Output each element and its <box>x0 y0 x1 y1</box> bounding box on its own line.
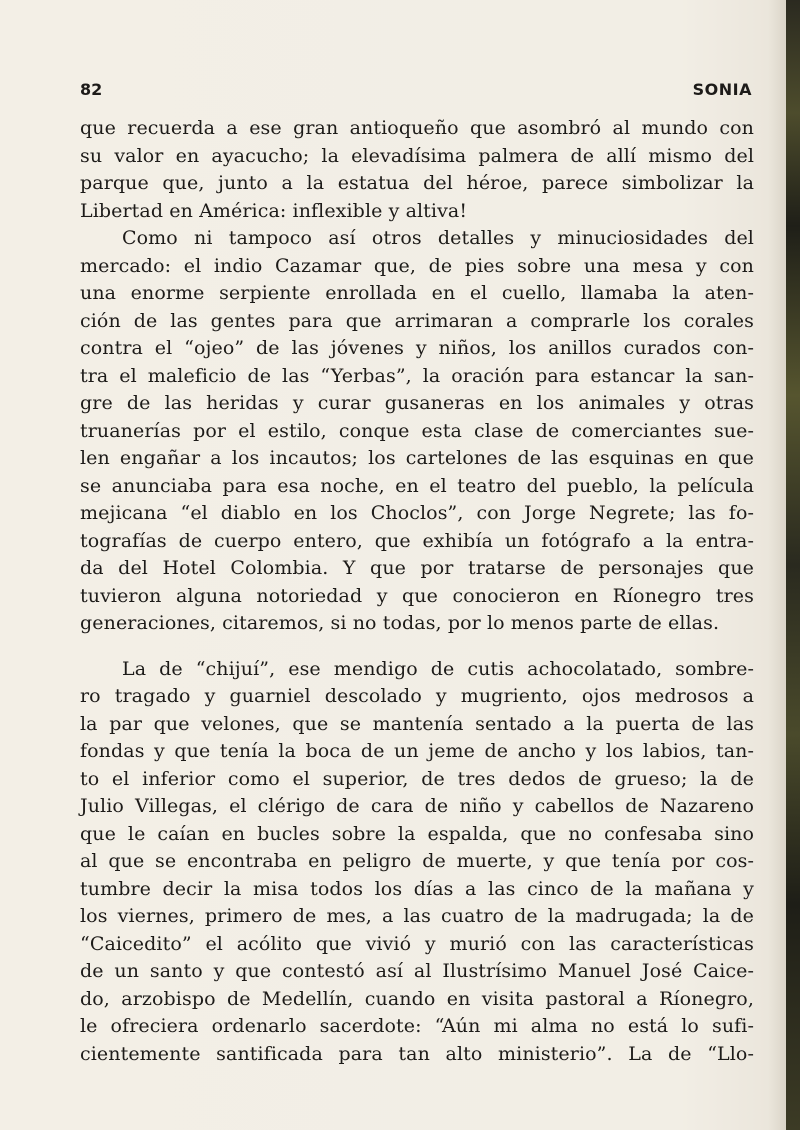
text-line: que recuerda a ese gran antioqueño que asombró al mundo con <box>80 117 754 139</box>
text-line: ción de las gentes para que arrimaran a comprarle los corales <box>80 309 754 332</box>
text-line: le ofreciera ordenarlo sacerdote: “Aún mi alma no está lo sufi- <box>80 1015 754 1037</box>
text-line: ro tragado y guarniel descolado y mugriento, ojos medrosos a <box>80 685 754 707</box>
text-line: gre de las heridas y curar gusaneras en los animales y otras <box>80 392 754 414</box>
text-line: generaciones, citaremos, si no todas, por lo menos parte de ellas. <box>80 612 720 634</box>
text-line: su valor en ayacucho; la elevadísima palmera de allí mismo del <box>80 144 754 167</box>
text-line: La de “chijuí”, ese mendigo de cutis achocolatado, sombre- <box>122 657 754 680</box>
text-line: fondas y que tenía la boca de un jeme de ancho y los labios, tan- <box>80 740 754 762</box>
text-line: parque que, junto a la estatua del héroe, parece simbolizar la <box>80 172 754 194</box>
text-line: al que se encontraba en peligro de muerte, y que tenía por cos- <box>80 850 754 872</box>
body-text <box>80 115 754 1068</box>
text-line: los viernes, primero de mes, a las cuatro de la madrugada; la de <box>80 905 754 927</box>
text-line: len engañar a los incautos; los cartelones de las esquinas en que <box>80 447 754 469</box>
text-line: da del Hotel Colombia. Y que por tratarse de personajes que <box>80 557 754 579</box>
text-line: Julio Villegas, el clérigo de cara de niño y cabellos de Nazareno <box>80 795 754 817</box>
page-number: 82 <box>80 80 103 99</box>
text-line: cientemente santificada para tan alto ministerio”. La de “Llo- <box>80 1042 754 1065</box>
text-line: que le caían en bucles sobre la espalda, que no confesaba sino <box>80 822 754 845</box>
text-line: truanerías por el estilo, conque esta clase de comerciantes sue- <box>80 419 754 442</box>
text-line: do, arzobispo de Medellín, cuando en visita pastoral a Ríonegro, <box>80 987 754 1010</box>
text-line: se anunciaba para esa noche, en el teatro del pueblo, la película <box>80 474 754 497</box>
text-line: tuvieron alguna notoriedad y que conocieron en Ríonegro tres <box>80 584 754 607</box>
text-line: Como ni tampoco así otros detalles y minuciosidades del <box>122 227 754 249</box>
text-line: la par que velones, que se mantenía sentado a la puerta de las <box>80 712 754 735</box>
text-line: tumbre decir la misa todos los días a las cinco de la mañana y <box>80 877 754 900</box>
text-line: to el inferior como el superior, de tres dedos de grueso; la de <box>80 767 754 790</box>
paragraph-1 <box>80 115 754 225</box>
text-line: contra el “ojeo” de las jóvenes y niños, los anillos curados con- <box>80 337 754 359</box>
running-header <box>80 80 752 102</box>
paragraph-spacer <box>80 638 754 656</box>
running-title: SONIA <box>692 80 752 99</box>
text-line: una enorme serpiente enrollada en el cuello, llamaba la aten- <box>80 282 754 304</box>
text-line: mercado: el indio Cazamar que, de pies sobre una mesa y con <box>80 254 754 277</box>
text-line: Libertad en América: inflexible y altiva! <box>80 199 468 222</box>
text-line: de un santo y que contestó así al Ilustrísimo Manuel José Caice- <box>80 960 754 982</box>
page-edge-shadow <box>786 0 800 1130</box>
paragraph-3 <box>80 656 754 1069</box>
text-line: mejicana “el diablo en los Choclos”, con Jorge Negrete; las fo- <box>80 502 754 524</box>
text-line: tra el maleficio de las “Yerbas”, la oración para estancar la san- <box>80 364 754 387</box>
paragraph-2 <box>80 225 754 638</box>
text-line: tografías de cuerpo entero, que exhibía un fotógrafo a la entra- <box>80 529 754 552</box>
text-line: “Caicedito” el acólito que vivió y murió con las características <box>80 932 754 955</box>
